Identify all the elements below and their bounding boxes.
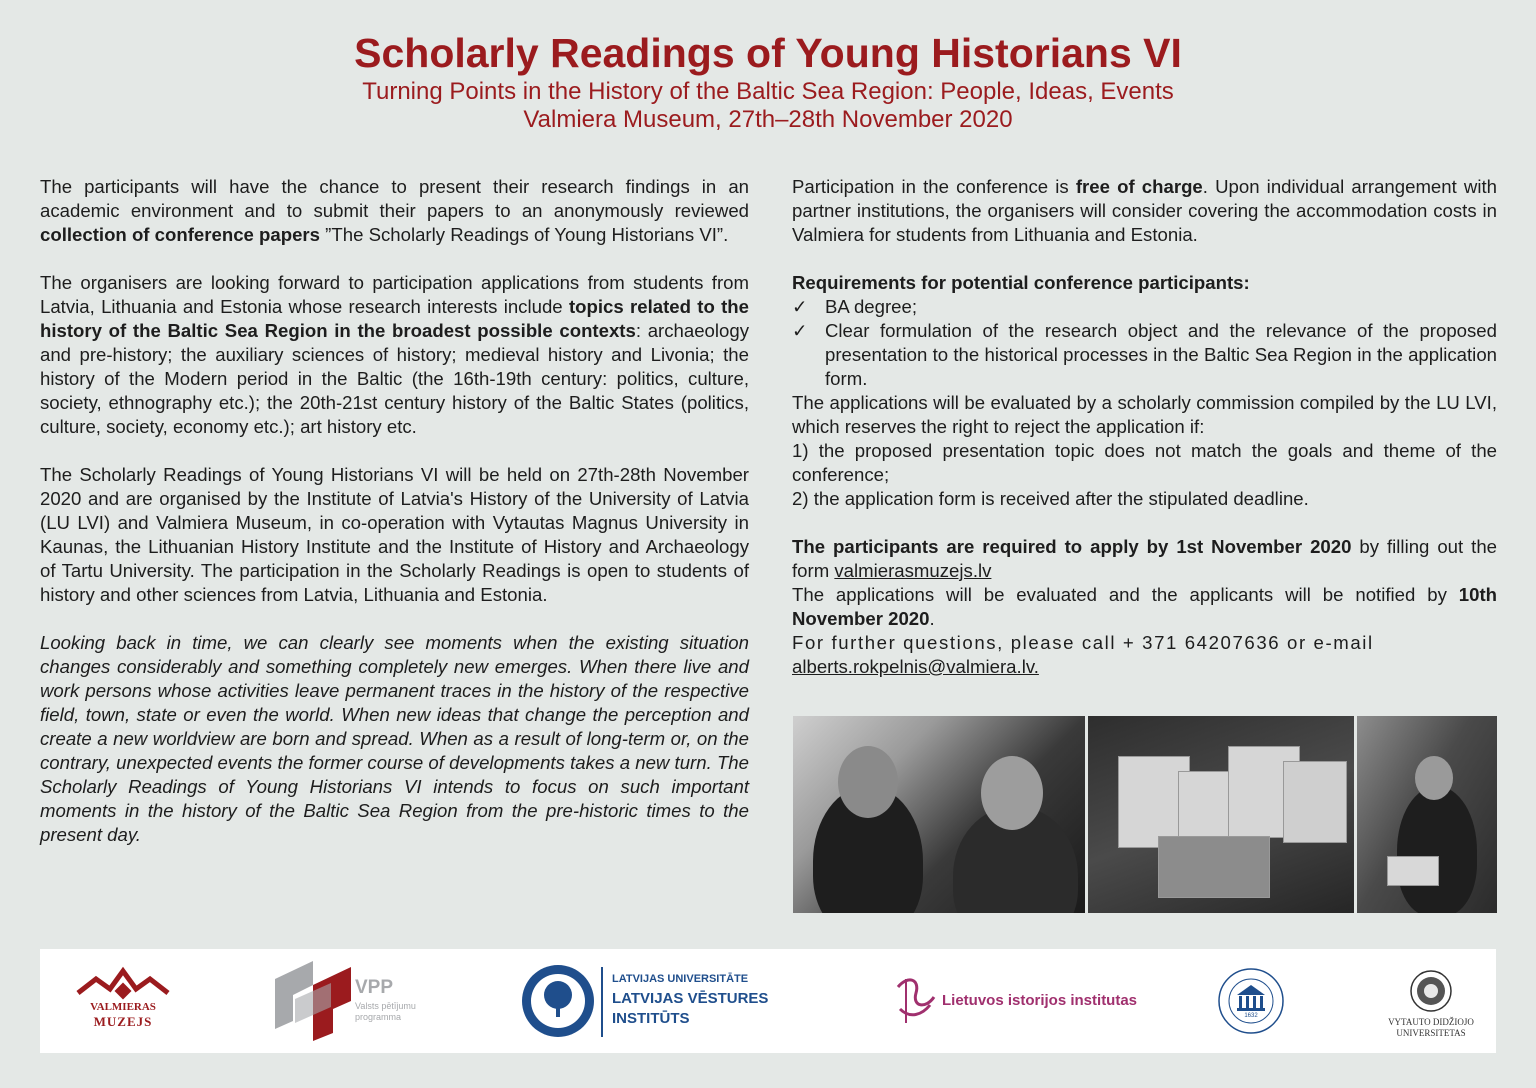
page-subtitle: Turning Points in the History of the Baltic Sea Region: People, Ideas, Events: [362, 78, 1174, 105]
list-item: [792, 295, 1497, 319]
lii-name: Lietuvos istorijos institutas: [942, 992, 1138, 1009]
tartu-year: 1632: [1244, 1013, 1258, 1019]
fee-bold: free of charge: [1075, 176, 1203, 197]
document: [1158, 836, 1270, 898]
topics-bold: topics related to the history of the Baltic Sea Region in the broadest possible contexts: [40, 296, 749, 341]
list-item: [792, 319, 1497, 391]
checkmark-icon: ✓: [792, 296, 808, 317]
notify-text: The applications will be evaluated and the applicants will be notified by: [792, 584, 1459, 605]
intro-text: The participants will have the chance to present their research findings in an academic environment and to submit their papers to an anonymously reviewed: [40, 176, 749, 221]
partner-logos-bar: [40, 949, 1496, 1053]
requirements-list: [792, 295, 1497, 391]
intro-text-end: ”The Scholarly Readings of Young Historians VI”.: [320, 224, 729, 245]
vdu-seal-icon: [1386, 949, 1476, 1019]
valmieras-muzejs-logo: [68, 949, 178, 1053]
requirements-heading: [792, 271, 1497, 295]
vdu-line-1: VYTAUTO DIDŽIOJO: [1388, 1017, 1474, 1027]
photo-presenter-laptop: [1357, 716, 1497, 913]
lii-logo: [890, 949, 1138, 1053]
vpp-logo: [273, 949, 433, 1053]
fee-text: Participation in the conference is: [792, 176, 1076, 197]
intro-bold: collection of conference papers: [40, 224, 321, 245]
vdu-logo: [1386, 949, 1476, 1053]
organisers-paragraph: The Scholarly Readings of Young Historians VI will be held on 27th-28th November 2020 and are organised by the Institute of Latvia's History of the University of Latvia (LU LVI) and Valmiera Museum, in co-operation with Vytautas Magnus University in Kaunas, the Lithuanian History Institute and the Institute of History and Archaeology of Tartu University. The participation in the Scholarly Readings is open to students of history and other sciences from Latvia, Lithuania and Estonia.: [40, 464, 749, 605]
tartu-seal-icon: [1216, 949, 1286, 1053]
left-column: [40, 175, 749, 847]
contact-text: For further questions, please call + 371 64207636 or e-mail: [792, 632, 1374, 653]
tartu-logo: [1216, 949, 1286, 1053]
photo-strip: [793, 716, 1498, 913]
evaluation-text: The applications will be evaluated by a scholarly commission compiled by the LU LVI, which reserves the right to reject the application if:: [792, 392, 1497, 437]
photo-historians-discussing: [793, 716, 1085, 913]
contact-paragraph: [792, 631, 1497, 679]
intro-paragraph: [40, 175, 749, 247]
vdu-line-2: UNIVERSITETAS: [1396, 1028, 1466, 1038]
topics-paragraph: [40, 271, 749, 439]
requirement-text: BA degree;: [825, 296, 918, 317]
lu-divider: [601, 967, 603, 1037]
photo-conference-books: [1088, 716, 1354, 913]
turning-points-paragraph: Looking back in time, we can clearly see moments when the existing situation changes considerably and something completely new emerges. When there live and work persons whose activities leave permanent traces in the history of the respective field, town, state or even the world. When new ideas that change the perception and create a new worldview are born and spread. When as a result of long-term or, on the contrary, unexpected events the former course of developments takes a new turn. The Scholarly Readings of Young Historians VI intends to focus on such important moments in the history of the Baltic Sea Region from the pre-historic times to the present day.: [40, 632, 749, 845]
fee-text-end: . Upon individual arrangement with partner institutions, the organisers will consider covering the accommodation costs in Valmiera for students from Lithuania and Estonia.: [792, 176, 1497, 245]
lii-emblem-icon: [890, 949, 942, 1053]
person-silhouette: [1397, 786, 1477, 913]
notify-end: .: [929, 608, 935, 629]
lu-line-3: INSTITŪTS: [612, 1010, 690, 1027]
apply-paragraph: [792, 535, 1497, 583]
person-head: [838, 746, 898, 818]
lu-seal-icon: [518, 949, 598, 1053]
requirements-heading-text: Requirements for potential conference participants:: [792, 272, 1250, 293]
rejection-condition-1: 1) the proposed presentation topic does not match the goals and theme of the conference;: [792, 440, 1497, 485]
book-cover: [1283, 761, 1347, 843]
notify-paragraph: [792, 583, 1497, 631]
lu-line-2: LATVIJAS VĒSTURES: [612, 990, 769, 1007]
topics-text-end: : archaeology and pre-history; the auxiliary sciences of history; medieval history and Livonia; the history of the Modern period in the Baltic (the 16th-19th century: politics, culture, society, ethnography etc.); the 20th-21st century history of the Baltic States (politics, culture, society, economy etc.); art history etc.: [40, 320, 749, 437]
topics-text: The organisers are looking forward to participation applications from students from Latvia, Lithuania and Estonia whose research interests include: [40, 272, 749, 317]
vpp-emblem-icon: [273, 949, 355, 1053]
form-link[interactable]: valmierasmuzejs.lv: [834, 560, 992, 581]
fee-paragraph: [792, 175, 1497, 247]
vpp-abbreviation: VPP: [355, 977, 394, 998]
page-title: Scholarly Readings of Young Historians VI: [354, 30, 1182, 76]
email-link[interactable]: alberts.rokpelnis@valmiera.lv.: [792, 656, 1039, 677]
right-column: [792, 175, 1497, 679]
header: [0, 28, 1536, 134]
venue-date: Valmiera Museum, 27th–28th November 2020: [523, 106, 1013, 133]
rejection-condition-2: 2) the application form is received after the stipulated deadline.: [792, 488, 1309, 509]
person-head: [1415, 756, 1453, 800]
notify-date: 10th November 2020: [792, 584, 1497, 629]
vpp-line-1: Valsts pētījumu: [355, 1001, 416, 1011]
lu-lvi-logo: [518, 949, 778, 1053]
checkmark-icon: ✓: [792, 320, 808, 341]
deadline-bold: The participants are required to apply by 1st November 2020: [792, 536, 1352, 557]
valmieras-line-2: MUZEJS: [93, 1014, 153, 1029]
laptop: [1387, 856, 1439, 886]
valmieras-line-1: VALMIERAS: [90, 1001, 156, 1013]
person-head: [981, 756, 1043, 830]
lu-line-1: LATVIJAS UNIVERSITĀTE: [612, 973, 749, 985]
requirement-text: Clear formulation of the research object and the relevance of the proposed presentation to the historical processes in the Baltic Sea Region in the application form.: [825, 320, 1497, 389]
vpp-line-2: programma: [355, 1012, 402, 1022]
apply-text: by filling out the form: [792, 536, 1498, 581]
